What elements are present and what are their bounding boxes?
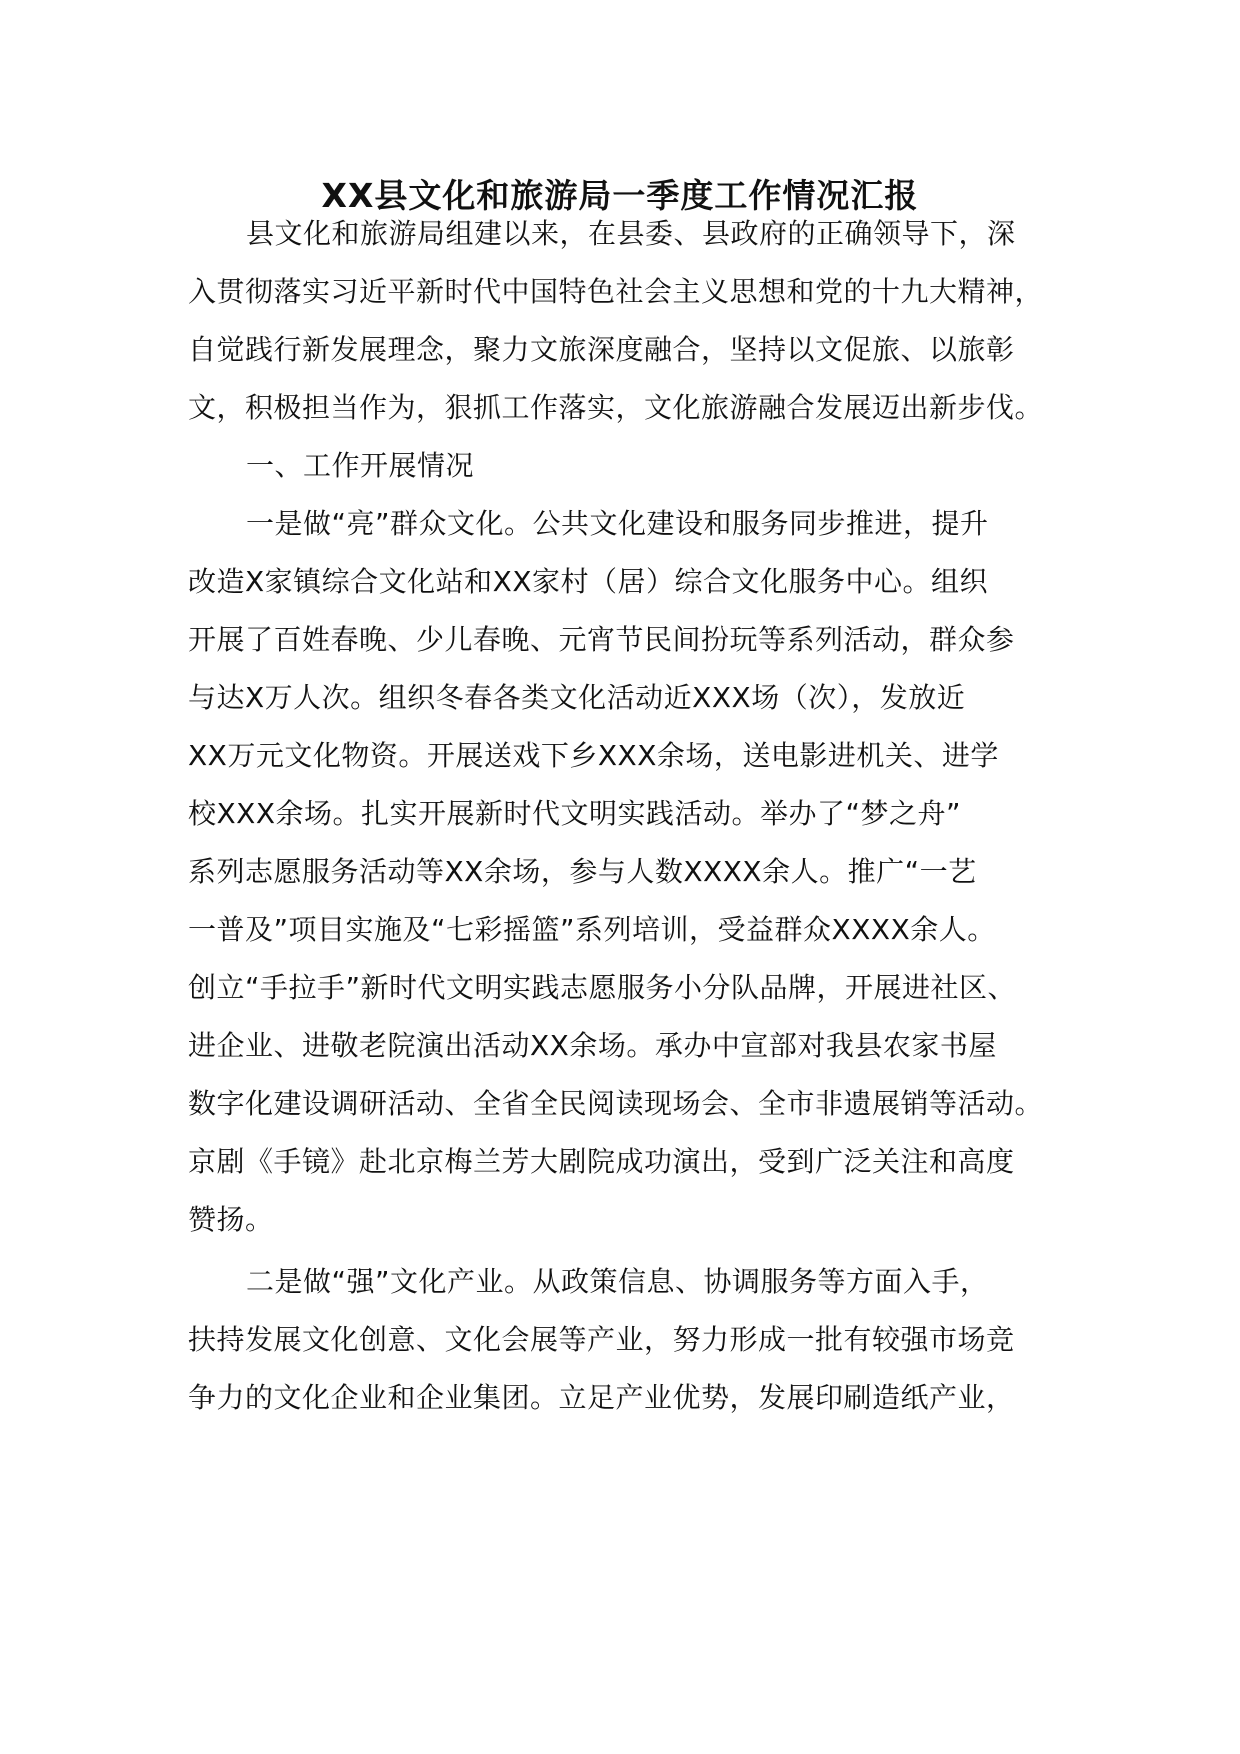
paragraph-1-line-1: 县文化和旅游局组建以来，在县委、县政府的正确领导下，深 xyxy=(246,217,1016,250)
paragraph-2-line-7: 系列志愿服务活动等XX余场，参与人数XXXX余人。推广“一艺 xyxy=(188,855,977,888)
paragraph-2-line-10: 进企业、进敬老院演出活动XX余场。承办中宣部对我县农家书屋 xyxy=(188,1029,997,1062)
paragraph-2-line-4: 与达X万人次。组织冬春各类文化活动近XXX场（次），发放近 xyxy=(188,681,966,714)
paragraph-1-line-4: 文，积极担当作为，狠抓工作落实，文化旅游融合发展迈出新步伐。 xyxy=(188,391,1044,424)
paragraph-2-line-12: 京剧《手镜》赴北京梅兰芳大剧院成功演出，受到广泛关注和高度 xyxy=(188,1145,1015,1178)
paragraph-2-line-5: XX万元文化物资。开展送戏下乡XXX余场，送电影进机关、进学 xyxy=(188,739,999,772)
paragraph-2-line-13: 赞扬。 xyxy=(188,1203,274,1236)
paragraph-3-line-3: 争力的文化企业和企业集团。立足产业优势，发展印刷造纸产业， xyxy=(188,1381,1015,1414)
document-title: XX县文化和旅游局一季度工作情况汇报 xyxy=(321,176,919,215)
paragraph-1-line-3: 自觉践行新发展理念，聚力文旅深度融合，坚持以文促旅、以旅彰 xyxy=(188,333,1015,366)
paragraph-3-line-1: 二是做“强”文化产业。从政策信息、协调服务等方面入手， xyxy=(246,1265,989,1298)
paragraph-2-line-3: 开展了百姓春晚、少儿春晚、元宵节民间扮玩等系列活动，群众参 xyxy=(188,623,1015,656)
paragraph-1-line-2: 入贯彻落实习近平新时代中国特色社会主义思想和党的十九大精神， xyxy=(188,275,1044,308)
paragraph-3-line-2: 扶持发展文化创意、文化会展等产业，努力形成一批有较强市场竞 xyxy=(188,1323,1015,1356)
paragraph-2-line-6: 校XXX余场。扎实开展新时代文明实践活动。举办了“梦之舟” xyxy=(188,797,962,830)
paragraph-2-line-9: 创立“手拉手”新时代文明实践志愿服务小分队品牌，开展进社区、 xyxy=(188,971,1017,1004)
section-heading-1: 一、工作开展情况 xyxy=(246,449,475,482)
paragraph-2-line-1: 一是做“亮”群众文化。公共文化建设和服务同步推进，提升 xyxy=(246,507,989,540)
paragraph-2-line-11: 数字化建设调研活动、全省全民阅读现场会、全市非遗展销等活动。 xyxy=(188,1087,1044,1120)
paragraph-2-line-2: 改造X家镇综合文化站和XX家村（居）综合文化服务中心。组织 xyxy=(188,565,989,598)
paragraph-2-line-8: 一普及”项目实施及“七彩摇篮”系列培训，受益群众XXXX余人。 xyxy=(188,913,996,946)
